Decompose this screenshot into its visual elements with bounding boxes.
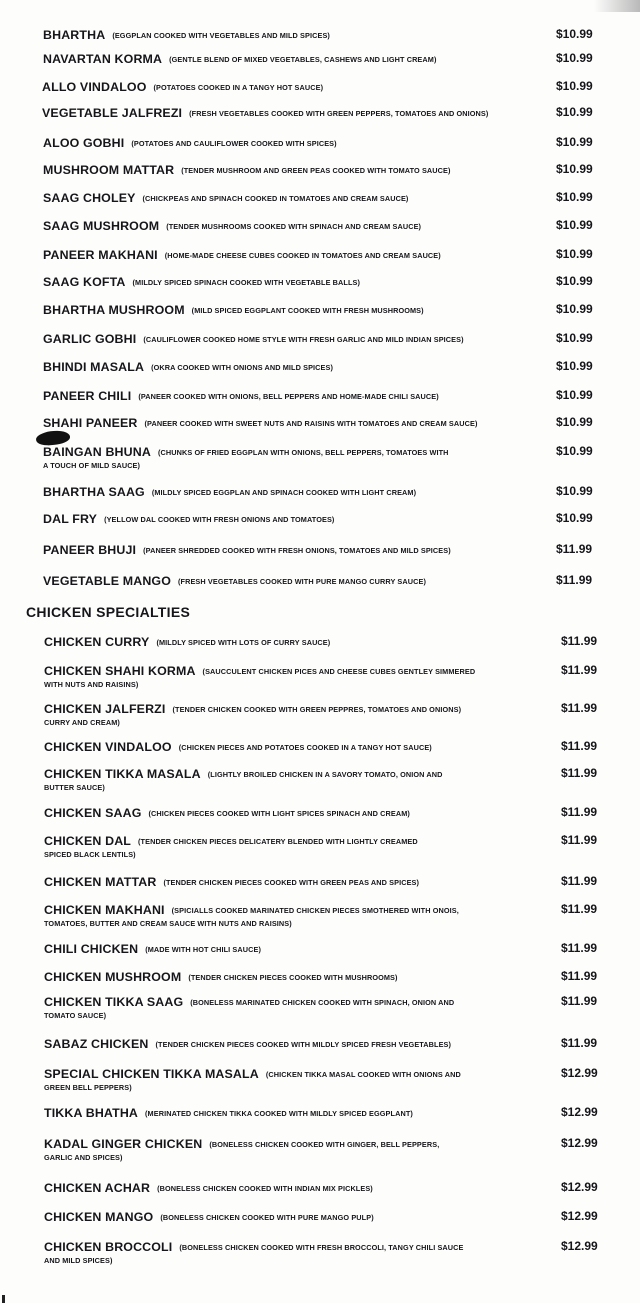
menu-item-description: (TENDER CHICKEN PIECES COOKED WITH MILDLY SPICED FRESH VEGETABLES) [155,1040,452,1049]
menu-item-price: $11.99 [561,994,598,1008]
menu-item-title: ALOO GOBHI [43,136,125,150]
menu-item-description-continued: SPICED BLACK LENTILS) [44,850,136,859]
menu-item-title: PANEER CHILI [43,389,132,403]
menu-item-description: (TENDER MUSHROOMS COOKED WITH SPINACH AND CREAM SAUCE) [166,222,422,231]
menu-item-description: (BONELESS CHICKEN COOKED WITH INDIAN MIX PICKLES) [157,1184,373,1193]
menu-item-title: BHARTHA MUSHROOM [43,303,185,317]
menu-item-name [43,445,449,459]
menu-item-name [43,416,477,430]
menu-item-price: $11.99 [561,701,598,715]
menu-item-description: (BONELESS CHICKEN COOKED WITH FRESH BROCCOLI, TANGY CHILI SAUCE [179,1243,464,1252]
menu-item-name [43,485,416,499]
menu-item-title: SAAG KOFTA [43,275,126,289]
menu-item-description-continued: CURRY AND CREAM) [44,718,120,727]
menu-item-description-continued: WITH NUTS AND RAISINS) [44,680,139,689]
menu-item-description: (MERINATED CHICKEN TIKKA COOKED WITH MILDLY SPICED EGGPLANT) [145,1109,413,1118]
menu-item-price: $12.99 [561,1180,598,1194]
menu-item-description-continued: TOMATOES, BUTTER AND CREAM SAUCE WITH NUTS AND RAISINS) [44,919,292,928]
menu-item-name [43,360,333,374]
menu-item-title: BHARTHA SAAG [43,485,145,499]
menu-item-title: TIKKA BHATHA [44,1106,139,1120]
menu-item-price: $11.99 [556,573,593,587]
menu-item-name [44,875,419,889]
menu-item-description: (MILDLY SPICED WITH LOTS OF CURRY SAUCE) [156,638,331,647]
menu-item-name [43,275,360,289]
menu-item-title: MUSHROOM MATTAR [43,163,175,177]
menu-item-price: $11.99 [561,941,598,955]
menu-item-description: (CHICKPEAS AND SPINACH COOKED IN TOMATOES AND CREAM SAUCE) [142,194,409,203]
menu-item-price: $12.99 [561,1239,598,1253]
menu-item-title: CHICKEN JALFERZI [44,702,166,716]
menu-item-price: $10.99 [556,162,593,176]
menu-item-title: CHICKEN SAAG [44,806,142,820]
menu-item-price: $10.99 [556,331,593,345]
menu-item-price: $10.99 [556,105,593,119]
menu-item-name [44,740,432,754]
menu-item-description: (MILD SPICED EGGPLANT COOKED WITH FRESH MUSHROOMS) [191,306,424,315]
menu-item-name [44,1037,451,1051]
menu-item-price: $11.99 [561,833,598,847]
menu-item-description-continued: A TOUCH OF MILD SAUCE) [43,461,141,470]
menu-item-title: ALLO VINDALOO [42,80,147,94]
menu-item-name [44,635,330,649]
menu-item-name [43,136,337,150]
menu-item-name [43,389,439,403]
menu-item-title: SAAG MUSHROOM [43,219,160,233]
menu-item-name [44,664,475,678]
menu-item-description: (BONELESS MARINATED CHICKEN COOKED WITH SPINACH, ONION AND [190,998,455,1007]
menu-item-title: CHICKEN BROCCOLI [44,1240,173,1254]
menu-item-description: (YELLOW DAL COOKED WITH FRESH ONIONS AND TOMATOES) [104,515,335,524]
menu-item-price: $10.99 [556,135,593,149]
menu-item-name [44,767,442,781]
menu-item-name [44,1240,464,1254]
menu-item-title: VEGETABLE MANGO [43,574,171,588]
menu-item-name [44,1210,374,1224]
menu-item-description: (PANEER COOKED WITH ONIONS, BELL PEPPERS AND HOME-MADE CHILI SAUCE) [138,392,439,401]
menu-item-title: VEGETABLE JALFREZI [42,106,183,120]
menu-item-name [43,303,424,317]
menu-item-name [44,970,398,984]
menu-item-name [44,942,261,956]
menu-item-title: KADAL GINGER CHICKEN [44,1137,203,1151]
menu-item-title: SHAHI PANEER [43,416,138,430]
menu-item-price: $10.99 [556,444,593,458]
menu-item-title: CHICKEN DAL [44,834,132,848]
menu-item-title: SABAZ CHICKEN [44,1037,149,1051]
menu-item-description-continued: AND MILD SPICES) [44,1256,113,1265]
menu-item-price: $10.99 [556,302,593,316]
menu-item-price: $10.99 [556,415,593,429]
menu-item-title: BAINGAN BHUNA [43,445,151,459]
menu-item-description: (POTATOES AND CAULIFLOWER COOKED WITH SPICES) [131,139,337,148]
menu-item-title: PANEER BHUJI [43,543,137,557]
menu-item-description-continued: GARLIC AND SPICES) [44,1153,123,1162]
menu-item-description: (CHICKEN TIKKA MASAL COOKED WITH ONIONS AND [265,1070,461,1079]
menu-item-description: (HOME-MADE CHEESE CUBES COOKED IN TOMATOES AND CREAM SAUCE) [164,251,441,260]
menu-item-name [43,219,421,233]
menu-item-description: (PANEER SHREDDED COOKED WITH FRESH ONIONS, TOMATOES AND MILD SPICES) [143,546,451,555]
menu-item-price: $12.99 [561,1209,598,1223]
menu-item-name [43,574,426,588]
menu-item-description: (POTATOES COOKED IN A TANGY HOT SAUCE) [153,83,324,92]
menu-item-description-continued: GREEN BELL PEPPERS) [44,1083,132,1092]
menu-item-price: $10.99 [556,484,593,498]
menu-item-price: $10.99 [556,388,593,402]
menu-item-title: SPECIAL CHICKEN TIKKA MASALA [44,1067,259,1081]
menu-item-title: CHICKEN CURRY [44,635,150,649]
menu-item-description: (SAUCCULENT CHICKEN PICES AND CHEESE CUBES GENTLEY SIMMERED [202,667,476,676]
menu-item-price: $11.99 [561,874,598,888]
menu-item-title: SAAG CHOLEY [43,191,136,205]
menu-item-title: CHICKEN TIKKA SAAG [44,995,184,1009]
menu-item-name [44,1181,373,1195]
menu-item-name [43,191,408,205]
menu-item-name [44,995,454,1009]
menu-item-price: $10.99 [556,27,593,41]
menu-item-price: $10.99 [556,511,593,525]
page-corner-shadow [594,0,640,12]
menu-item-price: $10.99 [556,247,593,261]
menu-item-description: (TENDER CHICKEN PIECES COOKED WITH MUSHROOMS) [188,973,398,982]
menu-item-title: CHICKEN TIKKA MASALA [44,767,201,781]
menu-item-price: $12.99 [561,1066,598,1080]
menu-item-description: (BONELESS CHICKEN COOKED WITH PURE MANGO PULP) [160,1213,374,1222]
menu-item-description: (FRESH VEGETABLES COOKED WITH GREEN PEPPERS, TOMATOES AND ONIONS) [189,109,489,118]
menu-item-name [44,834,418,848]
menu-item-price: $10.99 [556,79,593,93]
menu-item-title: BHARTHA [43,28,106,42]
menu-item-title: NAVARTAN KORMA [43,52,163,66]
menu-item-price: $12.99 [561,1105,598,1119]
menu-item-name [44,903,459,917]
menu-item-description: (SPICIALLS COOKED MARINATED CHICKEN PIECES SMOTHERED WITH ONOIS, [171,906,459,915]
menu-item-description: (CHICKEN PIECES COOKED WITH LIGHT SPICES SPINACH AND CREAM) [148,809,410,818]
menu-item-price: $10.99 [556,51,593,65]
menu-item-title: CHICKEN MANGO [44,1210,154,1224]
menu-item-name [43,543,451,557]
menu-item-price: $10.99 [556,274,593,288]
menu-item-description: (MILDLY SPICED SPINACH COOKED WITH VEGETABLE BALLS) [132,278,361,287]
menu-item-price: $11.99 [561,634,598,648]
menu-item-description: (TENDER CHICKEN PIECES COOKED WITH GREEN PEAS AND SPICES) [163,878,420,887]
menu-item-title: PANEER MAKHANI [43,248,158,262]
menu-item-title: CHICKEN SHAHI KORMA [44,664,196,678]
menu-item-name [44,806,410,820]
menu-item-description-continued: TOMATO SAUCE) [44,1011,107,1020]
menu-item-name [42,80,323,94]
menu-item-description: (GENTLE BLEND OF MIXED VEGETABLES, CASHEWS AND LIGHT CREAM) [169,55,437,64]
menu-item-description: (MADE WITH HOT CHILI SAUCE) [145,945,261,954]
menu-item-name [42,106,488,120]
menu-item-description: (EGGPLAN COOKED WITH VEGETABLES AND MILD SPICES) [112,31,330,40]
menu-item-name [44,702,461,716]
menu-item-title: CHICKEN MAKHANI [44,903,165,917]
menu-item-description: (OKRA COOKED WITH ONIONS AND MILD SPICES) [151,363,334,372]
menu-item-price: $11.99 [561,902,598,916]
menu-item-description: (CHUNKS OF FRIED EGGPLAN WITH ONIONS, BELL PEPPERS, TOMATOES WITH [157,448,449,457]
menu-item-title: DAL FRY [43,512,98,526]
menu-item-description: (PANEER COOKED WITH SWEET NUTS AND RAISINS WITH TOMATOES AND CREAM SAUCE) [144,419,478,428]
menu-item-description: (CAULIFLOWER COOKED HOME STYLE WITH FRESH GARLIC AND MILD INDIAN SPICES) [143,335,464,344]
menu-item-description: (TENDER CHICKEN PIECES DELICATERY BLENDED WITH LIGHTLY CREAMED [138,837,418,846]
menu-item-title: CHILI CHICKEN [44,942,139,956]
menu-item-description: (FRESH VEGETABLES COOKED WITH PURE MANGO CURRY SAUCE) [178,577,426,586]
menu-item-price: $11.99 [561,663,598,677]
menu-item-title: GARLIC GOBHI [43,332,137,346]
menu-item-title: BHINDI MASALA [43,360,145,374]
menu-item-price: $11.99 [561,969,598,983]
menu-item-price: $10.99 [556,218,593,232]
menu-item-description: (LIGHTLY BROILED CHICKEN IN A SAVORY TOMATO, ONION AND [207,770,443,779]
menu-item-name [43,332,464,346]
menu-item-description: (TENDER MUSHROOM AND GREEN PEAS COOKED WITH TOMATO SAUCE) [181,166,451,175]
menu-item-price: $10.99 [556,359,593,373]
menu-item-name [44,1067,461,1081]
menu-item-name [43,52,436,66]
menu-item-price: $11.99 [561,766,598,780]
menu-item-price: $12.99 [561,1136,598,1150]
menu-item-name [44,1137,439,1151]
menu-item-name [44,1106,413,1120]
menu-item-name [43,163,451,177]
menu-item-title: CHICKEN MUSHROOM [44,970,182,984]
menu-item-description: (MILDLY SPICED EGGPLAN AND SPINACH COOKED WITH LIGHT CREAM) [151,488,417,497]
menu-item-price: $11.99 [556,542,593,556]
menu-item-name [43,28,330,42]
menu-item-price: $11.99 [561,805,598,819]
menu-item-description: (CHICKEN PIECES AND POTATOES COOKED IN A TANGY HOT SAUCE) [178,743,432,752]
menu-item-price: $11.99 [561,1036,598,1050]
chicken-section-title: CHICKEN SPECIALTIES [26,604,191,620]
menu-item-description: (TENDER CHICKEN COOKED WITH GREEN PEPPRES, TOMATOES AND ONIONS) [172,705,462,714]
menu-item-description-continued: BUTTER SAUCE) [44,783,105,792]
menu-item-price: $11.99 [561,739,598,753]
menu-item-name [43,248,441,262]
menu-item-title: CHICKEN ACHAR [44,1181,151,1195]
menu-item-price: $10.99 [556,190,593,204]
menu-item-name [43,512,334,526]
scan-speck [2,1295,5,1303]
menu-item-title: CHICKEN MATTAR [44,875,157,889]
menu-item-description: (BONELESS CHICKEN COOKED WITH GINGER, BELL PEPPERS, [209,1140,440,1149]
menu-item-title: CHICKEN VINDALOO [44,740,172,754]
